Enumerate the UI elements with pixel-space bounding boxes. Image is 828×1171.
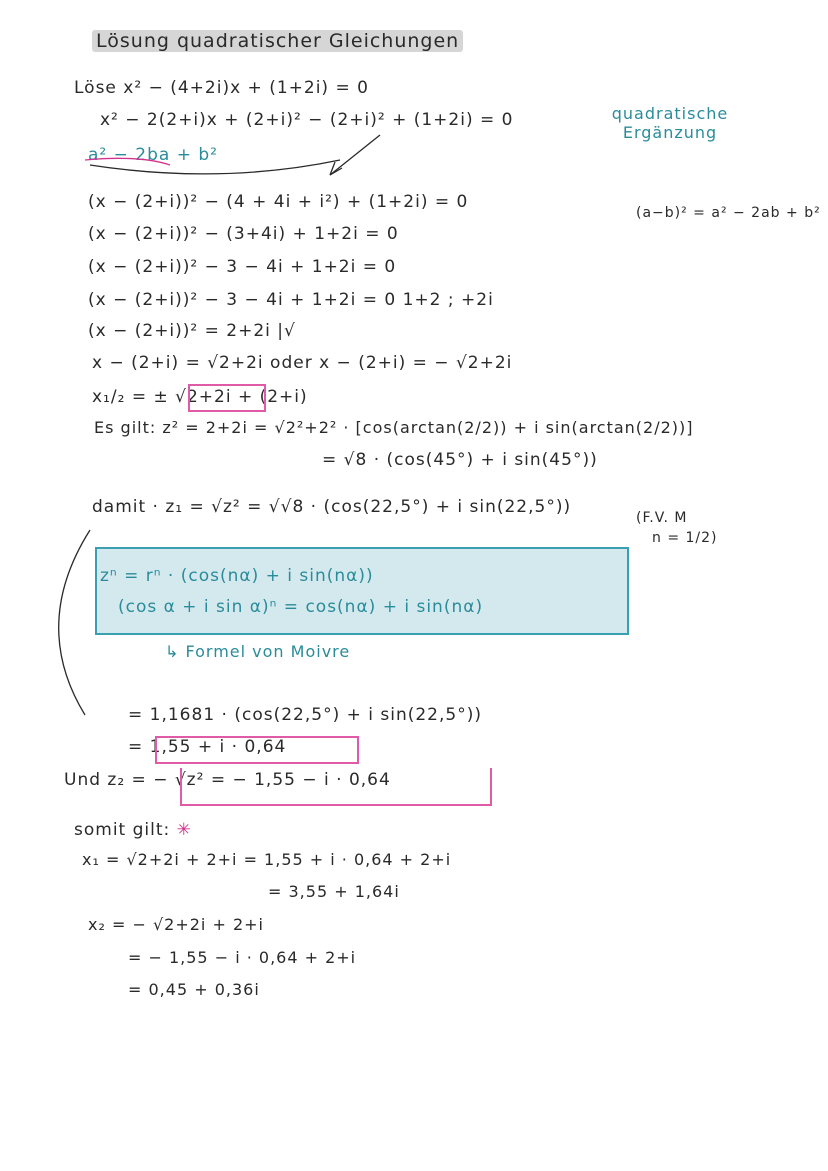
somit-label: somit gilt: ✳	[74, 820, 192, 840]
equation-line: Es gilt: z² = 2+2i = √2²+2² · [cos(arctan(2/2)) + i sin(arctan(2/2))]	[94, 418, 694, 437]
moivre-formula: zⁿ = rⁿ · (cos(nα) + i sin(nα))	[100, 566, 374, 586]
equation-line: = √8 · (cos(45°) + i sin(45°))	[322, 450, 598, 470]
equation-line: x − (2+i) = √2+2i oder x − (2+i) = − √2+2i	[92, 353, 513, 373]
fv-note: (F.V. M	[636, 510, 688, 526]
moivre-formula: (cos α + i sin α)ⁿ = cos(nα) + i sin(nα)	[118, 597, 484, 617]
fv-note: n = 1/2)	[652, 530, 718, 546]
equation-line: (x − (2+i))² − 3 − 4i + 1+2i = 0 1+2 ; +2i	[88, 290, 494, 310]
moivre-label: ↳ Formel von Moivre	[165, 642, 351, 661]
binomial-formula: (a−b)² = a² − 2ab + b²	[636, 205, 821, 221]
equation-line: (x − (2+i))² − (3+4i) + 1+2i = 0	[88, 224, 399, 244]
highlight-box	[188, 384, 266, 412]
equation-line: = 0,45 + 0,36i	[128, 980, 260, 999]
quadratic-completion-note: quadratische Ergänzung	[611, 104, 729, 142]
star-icon: ✳	[176, 820, 192, 840]
arrow-annotation	[80, 130, 400, 190]
moivre-box	[95, 547, 629, 635]
highlight-box	[155, 736, 359, 764]
equation-line: (x − (2+i))² = 2+2i |√	[88, 321, 296, 341]
equation-line: Und z₂ = − √z² = − 1,55 − i · 0,64	[64, 770, 391, 790]
equation-line: x² − 2(2+i)x + (2+i)² − (2+i)² + (1+2i) = 0	[100, 110, 514, 130]
page-title: Lösung quadratischer Gleichungen	[92, 30, 463, 52]
bracket-curve	[40, 525, 100, 725]
equation-line: damit · z₁ = √z² = √√8 · (cos(22,5°) + i sin(22,5°))	[92, 497, 572, 517]
equation-line: = − 1,55 − i · 0,64 + 2+i	[128, 948, 357, 967]
equation-line: = 1,55 + i · 0,64	[128, 737, 287, 757]
equation-line: x₁ = √2+2i + 2+i = 1,55 + i · 0,64 + 2+i	[82, 850, 452, 869]
equation-line: x₂ = − √2+2i + 2+i	[88, 915, 264, 934]
equation-line: = 1,1681 · (cos(22,5°) + i sin(22,5°))	[128, 705, 482, 725]
equation-line: Löse x² − (4+2i)x + (1+2i) = 0	[74, 78, 369, 98]
equation-line: (x − (2+i))² − 3 − 4i + 1+2i = 0	[88, 257, 397, 277]
binomial-hint: a² − 2ba + b²	[88, 145, 218, 165]
highlight-box	[180, 768, 492, 806]
equation-line: x₁/₂ = ± √2+2i + (2+i)	[92, 387, 308, 407]
equation-line: = 3,55 + 1,64i	[268, 882, 400, 901]
equation-line: (x − (2+i))² − (4 + 4i + i²) + (1+2i) = 0	[88, 192, 469, 212]
